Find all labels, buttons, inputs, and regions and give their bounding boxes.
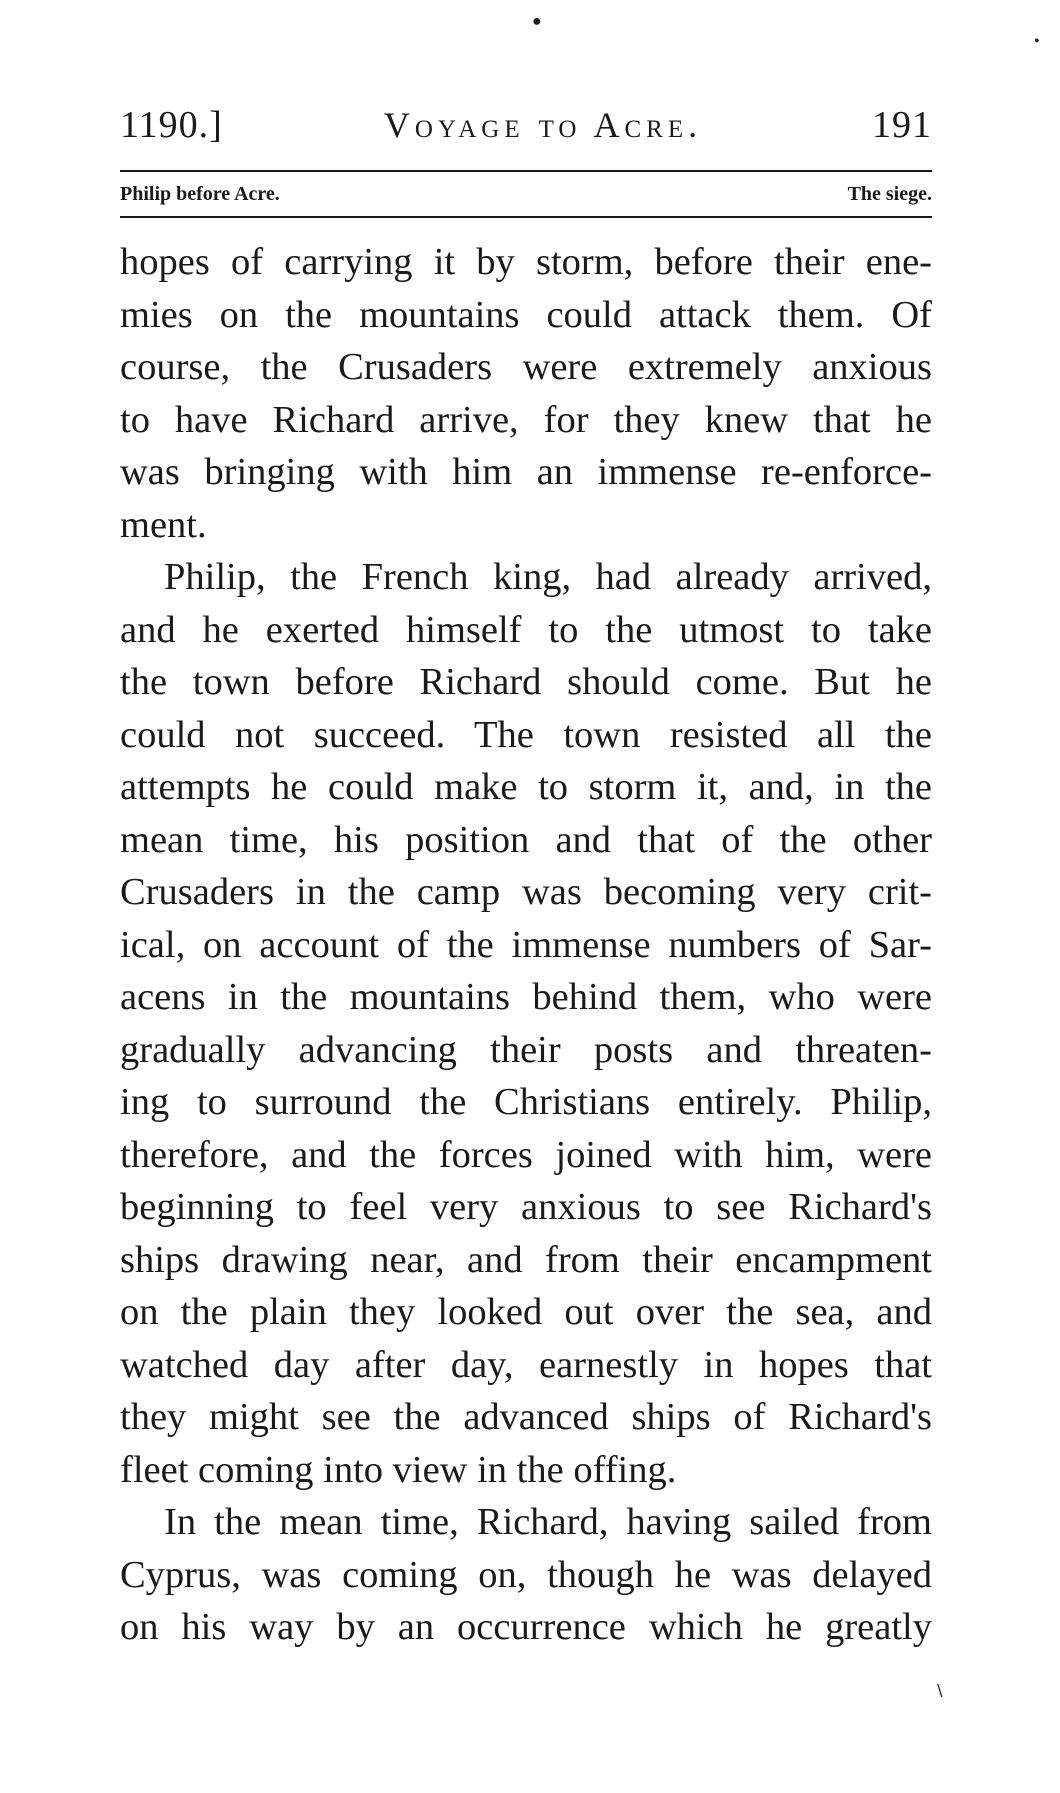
text-line: acens in the mountains behind them, who were xyxy=(120,976,932,1018)
sub-head-right: The siege. xyxy=(847,183,932,205)
header-rule-top xyxy=(120,170,932,172)
running-head xyxy=(120,100,932,150)
sub-head xyxy=(120,176,932,212)
text-line: Cyprus, was coming on, though he was delayed xyxy=(120,1553,932,1596)
text-line: beginning to feel very anxious to see Richard's xyxy=(120,1186,932,1228)
body-text xyxy=(120,236,932,1654)
text-line: ical, on account of the immense numbers of Sar- xyxy=(120,923,932,966)
ink-speck-top: ● xyxy=(532,13,542,30)
text-line: the town before Richard should come. But he xyxy=(120,661,932,703)
text-line: on the plain they looked out over the sea, and xyxy=(120,1291,932,1333)
text-line: fleet coming into view in the offing. xyxy=(120,1448,677,1491)
text-line: In the mean time, Richard, having sailed from xyxy=(164,1501,932,1543)
text-line: Philip, the French king, had already arrived, xyxy=(164,556,932,598)
text-line: hopes of carrying it by storm, before their ene- xyxy=(120,241,932,283)
running-head-year: 1190.] xyxy=(120,104,223,146)
sub-head-left: Philip before Acre. xyxy=(120,183,280,205)
text-line: ing to surround the Christians entirely. Philip, xyxy=(120,1081,932,1123)
ink-speck-bottom: ∖ xyxy=(934,1683,945,1700)
header-rule-bottom xyxy=(120,216,932,218)
text-line: watched day after day, earnestly in hopes that xyxy=(120,1343,932,1386)
text-line: mean time, his position and that of the other xyxy=(120,818,932,861)
text-line: was bringing with him an immense re-enforce- xyxy=(120,451,932,493)
running-head-title: Voyage to Acre. xyxy=(383,105,703,145)
text-line: ships drawing near, and from their encampment xyxy=(120,1238,932,1281)
text-line: could not succeed. The town resisted all the xyxy=(120,713,932,756)
text-line: and he exerted himself to the utmost to take xyxy=(120,608,932,651)
text-line: therefore, and the forces joined with him, were xyxy=(120,1133,932,1176)
page-number: 191 xyxy=(872,104,932,146)
text-line: attempts he could make to storm it, and, in the xyxy=(120,766,932,808)
text-line: on his way by an occurrence which he greatly xyxy=(120,1606,932,1648)
ink-speck-right: • xyxy=(1034,33,1040,50)
text-line: ment. xyxy=(120,503,207,546)
text-line: to have Richard arrive, for they knew that he xyxy=(120,398,932,441)
text-line: Crusaders in the camp was becoming very crit- xyxy=(120,871,932,913)
text-line: gradually advancing their posts and threaten- xyxy=(120,1028,932,1071)
text-line: they might see the advanced ships of Richard's xyxy=(120,1396,932,1438)
text-line: course, the Crusaders were extremely anxious xyxy=(120,346,932,388)
text-line: mies on the mountains could attack them. Of xyxy=(120,293,932,336)
